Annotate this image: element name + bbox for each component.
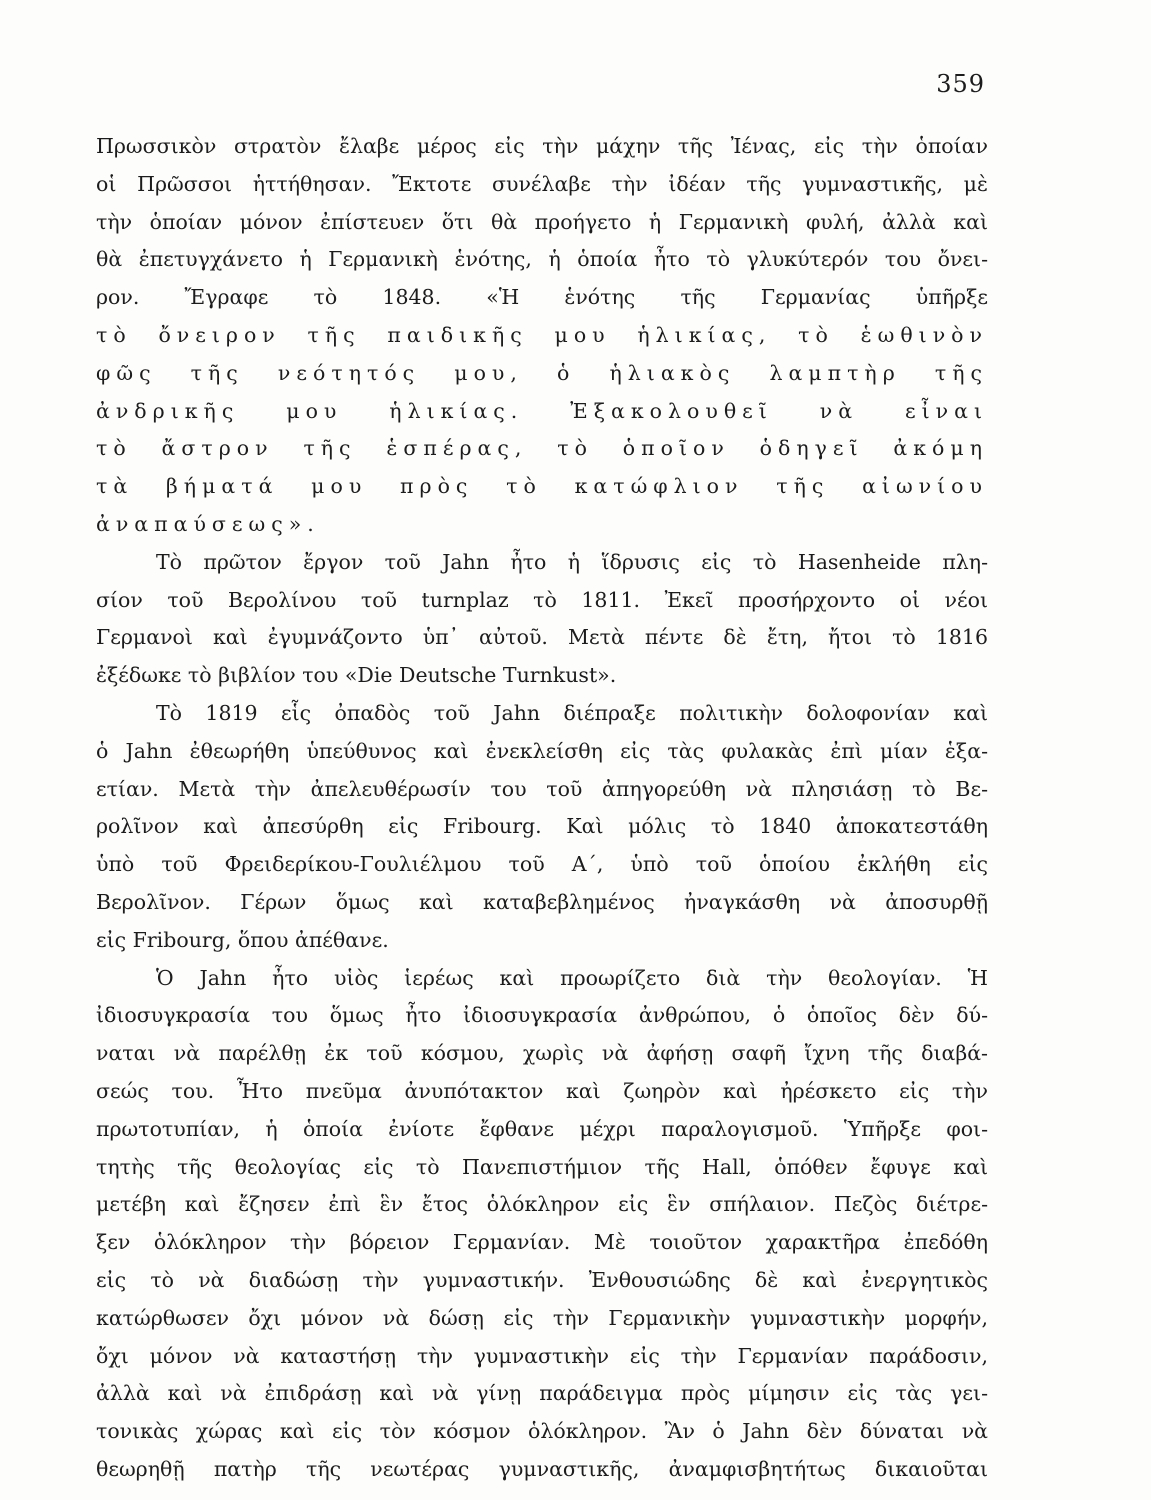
paragraph-3: [96, 695, 988, 960]
text-line: ἀναπαύσεως».: [96, 511, 320, 536]
text-line: ξεν ὁλόκληρον τὴν βόρειον Γερμανίαν. Μὲ τοιοῦτον χαρακτῆρα ἐπεδόθη: [96, 1230, 988, 1255]
text-line: εἰς Fribourg, ὅπου ἀπέθανε.: [96, 927, 389, 952]
text-line: ρον. Ἔγραφε τὸ 1848. «Ἡ ἑνότης τῆς Γερμανίας ὑπῆρξε: [96, 285, 988, 310]
text-line: τὴν ὁποίαν μόνον ἐπίστευεν ὅτι θὰ προήγετο ἡ Γερμανικὴ φυλή, ἀλλὰ καὶ: [96, 209, 988, 234]
paragraph-4: [96, 960, 988, 1489]
text-line: ὁ Jahn ἐθεωρήθη ὑπεύθυνος καὶ ἐνεκλείσθη εἰς τὰς φυλακὰς ἐπὶ μίαν ἑξα-: [96, 738, 988, 763]
text-line: Ὁ Jahn ἦτο υἱὸς ἱερέως καὶ προωρίζετο διὰ τὴν θεολογίαν. Ἡ: [156, 965, 988, 990]
text-line: ὑπὸ τοῦ Φρειδερίκου-Γουλιέλμου τοῦ Α΄, ὑπὸ τοῦ ὁποίου ἐκλήθη εἰς: [96, 852, 988, 877]
text-line: σίον τοῦ Βερολίνου τοῦ turnplaz τὸ 1811. Ἐκεῖ προσήρχοντο οἱ νέοι: [96, 587, 988, 612]
text-line: οἱ Πρῶσσοι ἡττήθησαν. Ἔκτοτε συνέλαβε τὴν ἰδέαν τῆς γυμναστικῆς, μὲ: [96, 171, 988, 196]
text-line: πρωτοτυπίαν, ἡ ὁποία ἐνίοτε ἔφθανε μέχρι παραλογισμοῦ. Ὑπῆρξε φοι-: [96, 1116, 988, 1141]
text-line: τὸ ὄνειρον τῆς παιδικῆς μου ἡλικίας, τὸ ἑωθινὸν: [96, 322, 988, 347]
paragraph-1: [96, 128, 988, 544]
text-line: Βερολῖνον. Γέρων ὅμως καὶ καταβεβλημένος ἠναγκάσθη νὰ ἀποσυρθῇ: [96, 889, 988, 914]
text-line: Τὸ 1819 εἷς ὀπαδὸς τοῦ Jahn διέπραξε πολιτικὴν δολοφονίαν καὶ: [156, 700, 988, 725]
text-line: ρολῖνον καὶ ἀπεσύρθη εἰς Fribourg. Καὶ μόλις τὸ 1840 ἀποκατεστάθη: [96, 814, 988, 839]
text-line: ὄχι μόνον νὰ καταστήσῃ τὴν γυμναστικὴν εἰς τὴν Γερμανίαν παράδοσιν,: [96, 1343, 988, 1368]
text-line: σεώς του. Ἦτο πνεῦμα ἀνυπότακτον καὶ ζωηρὸν καὶ ἠρέσκετο εἰς τὴν: [96, 1078, 988, 1103]
text-line: τητὴς τῆς θεολογίας εἰς τὸ Πανεπιστήμιον τῆς Hall, ὁπόθεν ἔφυγε καὶ: [96, 1154, 988, 1179]
text-line: θὰ ἐπετυγχάνετο ἡ Γερμανικὴ ἑνότης, ἡ ὁποία ἦτο τὸ γλυκύτερόν του ὄνει-: [96, 247, 988, 272]
text-line: Γερμανοὶ καὶ ἐγυμνάζοντο ὑπ᾿ αὐτοῦ. Μετὰ πέντε δὲ ἔτη, ἤτοι τὸ 1816: [96, 625, 988, 650]
text-line: τὸ ἄστρον τῆς ἑσπέρας, τὸ ὁποῖον ὁδηγεῖ ἀκόμη: [96, 436, 988, 461]
text-line: κατώρθωσεν ὄχι μόνον νὰ δώσῃ εἰς τὴν Γερμανικὴν γυμναστικὴν μορφήν,: [96, 1305, 988, 1330]
text-line: ἀνδρικῆς μου ἡλικίας. Ἐξακολουθεῖ νὰ εἶναι: [96, 398, 988, 423]
body-text: [96, 128, 988, 1489]
text-line: φῶς τῆς νεότητός μου, ὁ ἡλιακὸς λαμπτὴρ τῆς: [96, 360, 988, 385]
text-line: ἰδιοσυγκρασία του ὅμως ἦτο ἰδιοσυγκρασία ἀνθρώπου, ὁ ὁποῖος δὲν δύ-: [96, 1003, 988, 1028]
text-line: ναται νὰ παρέλθῃ ἐκ τοῦ κόσμου, χωρὶς νὰ ἀφήσῃ σαφῆ ἴχνη τῆς διαβά-: [96, 1041, 988, 1066]
paragraph-2: [96, 544, 988, 695]
text-line: θεωρηθῇ πατὴρ τῆς νεωτέρας γυμναστικῆς, ἀναμφισβητήτως δικαιοῦται: [96, 1456, 988, 1481]
text-line: Πρωσσικὸν στρατὸν ἔλαβε μέρος εἰς τὴν μάχην τῆς Ἰένας, εἰς τὴν ὁποίαν: [96, 134, 988, 158]
text-line: ετίαν. Μετὰ τὴν ἀπελευθέρωσίν του τοῦ ἀπηγορεύθη νὰ πλησιάσῃ τὸ Βε-: [96, 776, 988, 801]
text-line: Τὸ πρῶτον ἔργον τοῦ Jahn ἦτο ἡ ἵδρυσις εἰς τὸ Hasenheide πλη-: [156, 549, 988, 574]
text-line: εἰς τὸ νὰ διαδώσῃ τὴν γυμναστικήν. Ἐνθουσιώδης δὲ καὶ ἐνεργητικὸς: [96, 1267, 988, 1292]
page-number: 359: [936, 70, 985, 98]
text-line: ἀλλὰ καὶ νὰ ἐπιδράσῃ καὶ νὰ γίνῃ παράδειγμα πρὸς μίμησιν εἰς τὰς γει-: [96, 1381, 988, 1406]
text-line: ἐξέδωκε τὸ βιβλίον του «Die Deutsche Turnkust».: [96, 663, 617, 688]
text-line: τονικὰς χώρας καὶ εἰς τὸν κόσμον ὁλόκληρον. Ἂν ὁ Jahn δὲν δύναται νὰ: [96, 1419, 988, 1444]
text-line: τὰ βήματά μου πρὸς τὸ κατώφλιον τῆς αἰωνίου: [96, 474, 988, 499]
text-line: μετέβη καὶ ἔζησεν ἐπὶ ἓν ἔτος ὁλόκληρον εἰς ἓν σπήλαιον. Πεζὸς διέτρε-: [96, 1192, 988, 1217]
